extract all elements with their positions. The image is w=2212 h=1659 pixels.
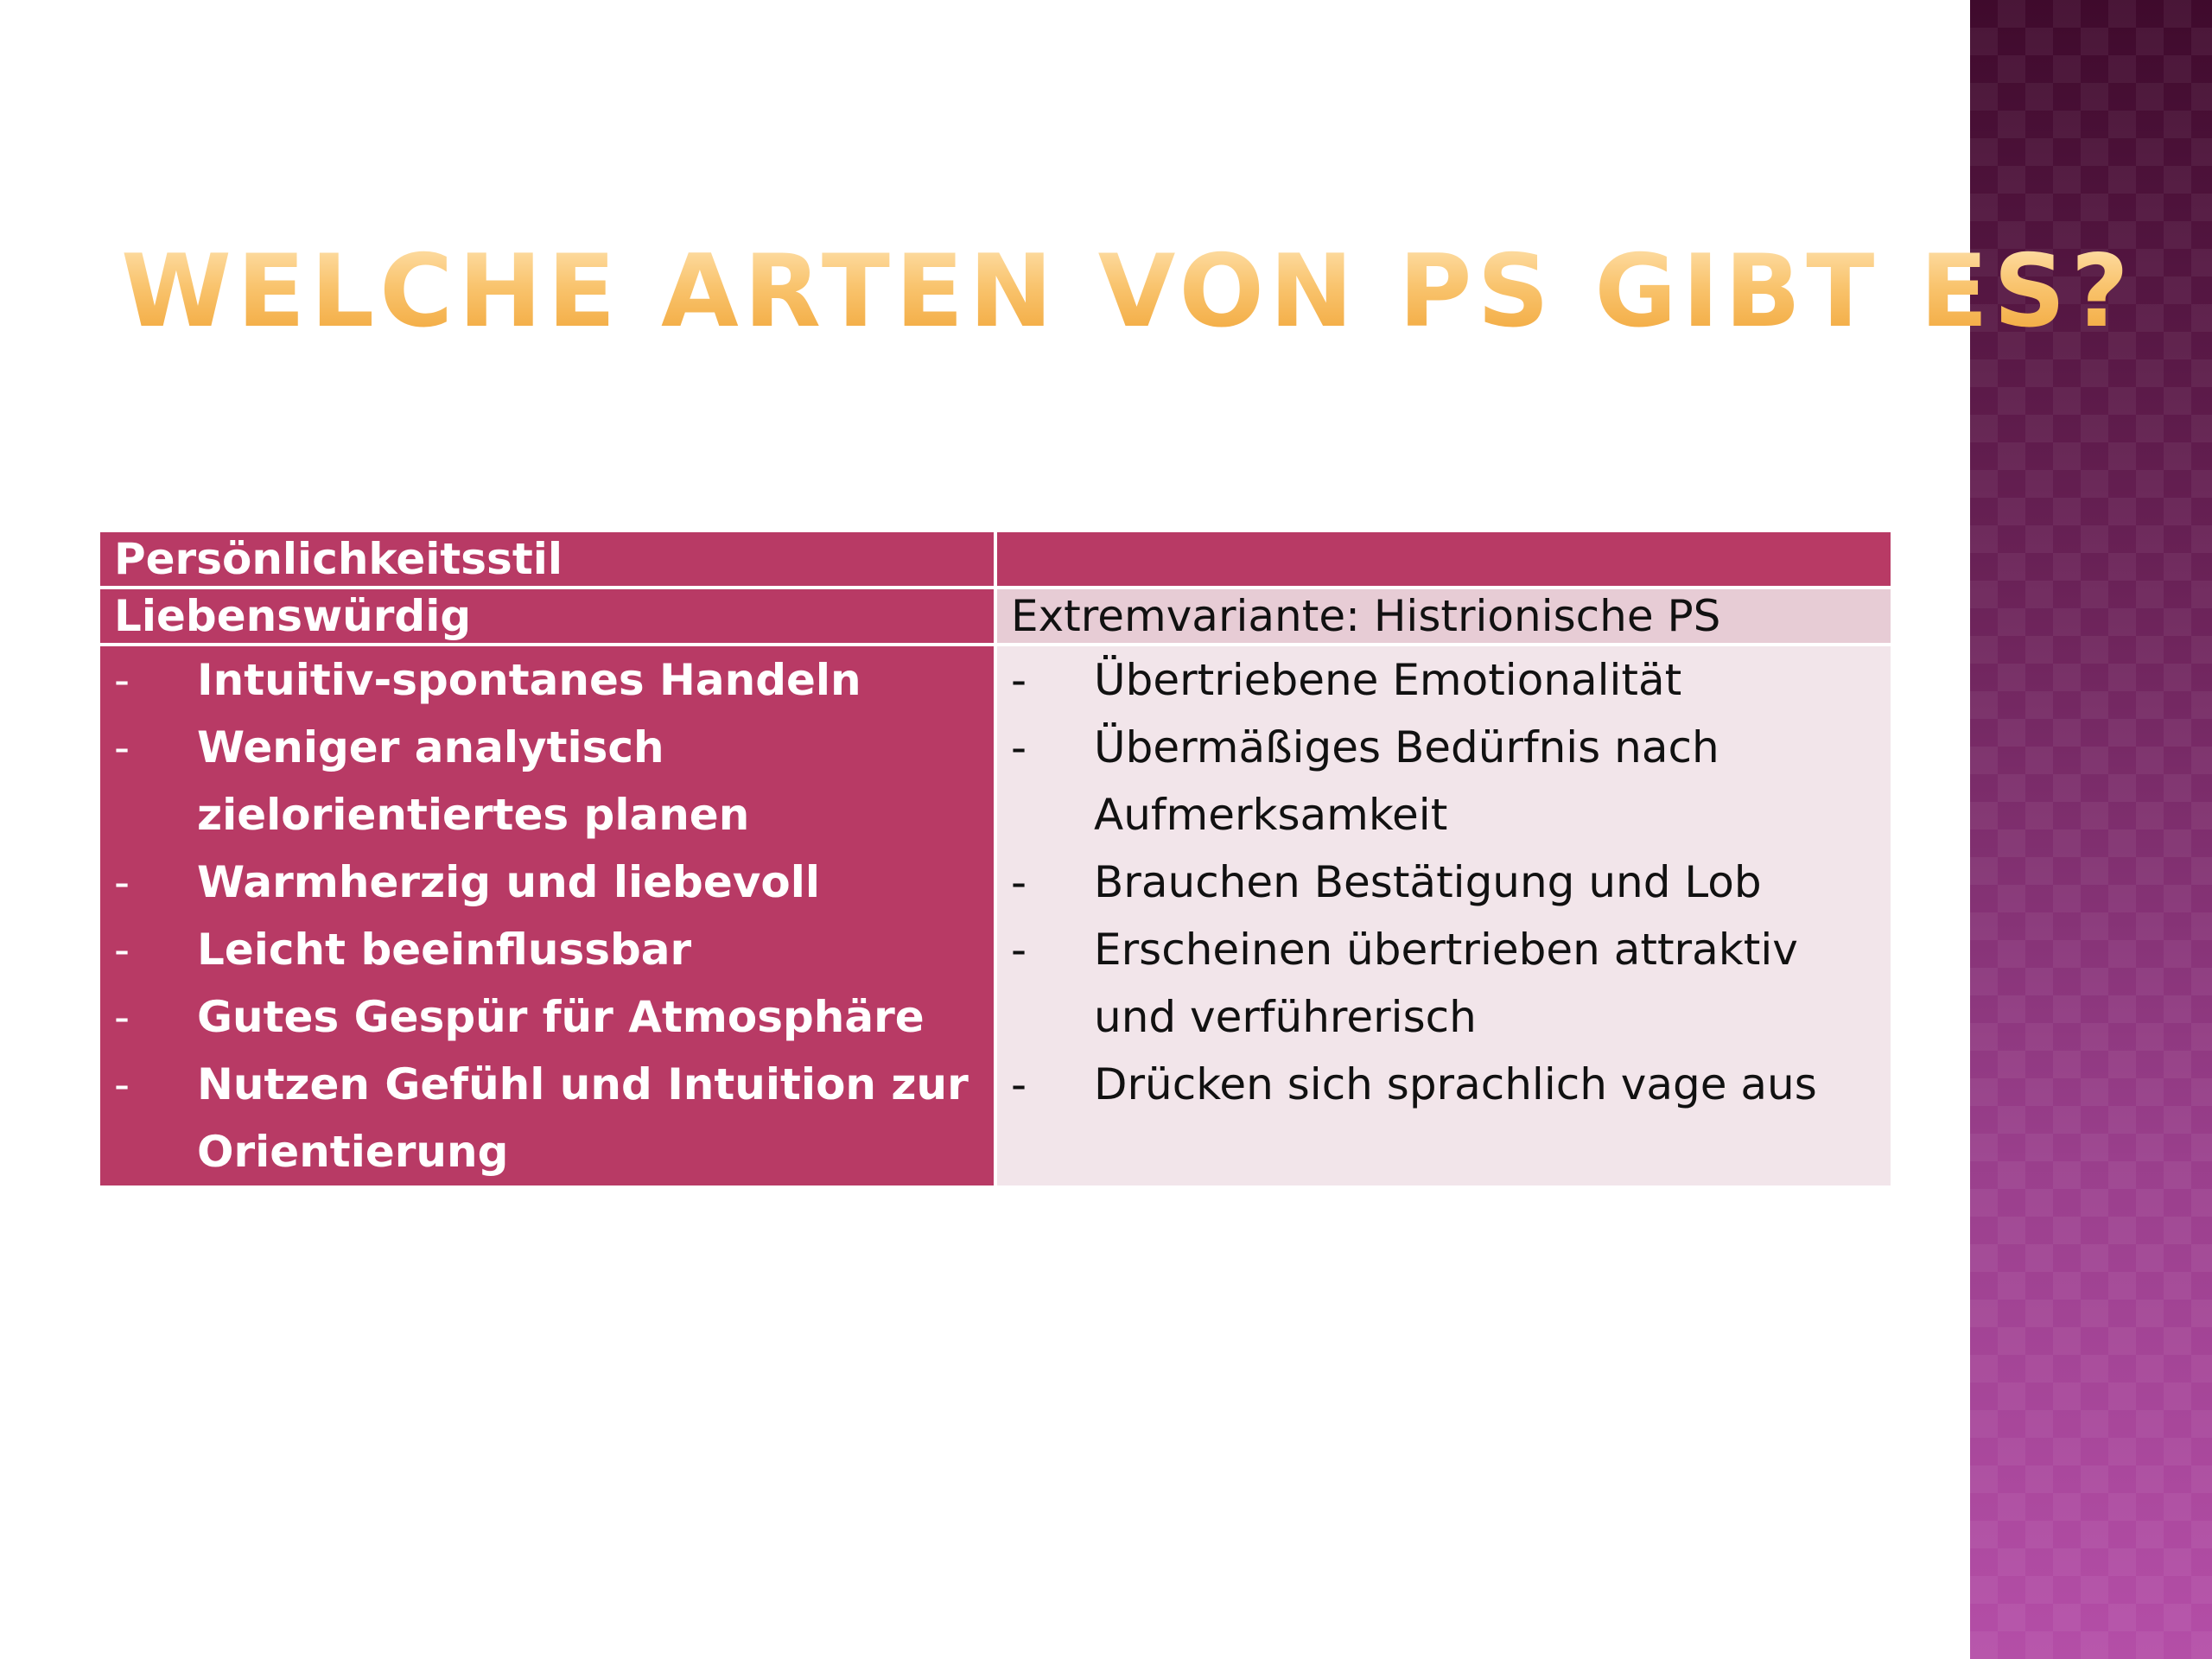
list-item: [1011, 714, 1877, 849]
style-traits-cell: [100, 646, 994, 1185]
list-item-text: Übermäßiges Bedürfnis nach Aufmerksamkeit: [1094, 722, 1719, 840]
bullet-dash: -: [1011, 857, 1027, 907]
list-item-text: Brauchen Bestätigung und Lob: [1094, 857, 1762, 907]
style-traits-list: [114, 646, 980, 1185]
bullet-dash: -: [1011, 655, 1027, 705]
list-item-text: Nutzen Gefühl und Intuition zur Orientierung: [197, 1059, 969, 1177]
extreme-traits-list: [1011, 646, 1877, 1118]
bullet-dash: -: [1011, 1059, 1027, 1109]
subheader-extreme-variant: Extremvariante: Histrionische PS: [997, 589, 1891, 643]
bullet-dash: -: [114, 992, 130, 1042]
bullet-dash: -: [114, 655, 130, 705]
table-body-row: [100, 646, 1891, 1185]
list-item-text: Leicht beeinflussbar: [197, 925, 692, 975]
subheader-style-name: Liebenswürdig: [100, 589, 994, 643]
list-item: [1011, 916, 1877, 1051]
list-item: [114, 983, 980, 1051]
list-item-text: Erscheinen übertrieben attraktiv und verführerisch: [1094, 925, 1798, 1042]
list-item: [114, 1051, 980, 1185]
list-item-text: Warmherzig und liebevoll: [197, 857, 820, 907]
bullet-dash: -: [114, 722, 130, 772]
header-cell-right: [997, 532, 1891, 586]
list-item: [1011, 646, 1877, 714]
table-subheader-row: [100, 589, 1891, 643]
list-item-text: Übertriebene Emotionalität: [1094, 655, 1682, 705]
list-item: [1011, 849, 1877, 916]
bullet-dash: -: [114, 857, 130, 907]
bullet-dash: -: [1011, 722, 1027, 772]
list-item: [114, 916, 980, 983]
table-header-row: [100, 532, 1891, 586]
slide-title: WELCHE ARTEN VON PS GIBT ES?: [121, 232, 2134, 353]
list-item: [114, 849, 980, 916]
list-item-text: Intuitiv-spontanes Handeln: [197, 655, 861, 705]
list-item: [1011, 1051, 1877, 1118]
list-item-text: Gutes Gespür für Atmosphäre: [197, 992, 925, 1042]
bullet-dash: -: [1011, 925, 1027, 975]
personality-style-table: [97, 529, 1894, 1189]
bullet-dash: -: [114, 925, 130, 975]
header-cell-left: Persönlichkeitsstil: [100, 532, 994, 586]
bullet-dash: -: [114, 1059, 130, 1109]
extreme-traits-cell: [997, 646, 1891, 1185]
list-item: [114, 714, 980, 849]
list-item-text: Weniger analytisch zielorientiertes planen: [197, 722, 750, 840]
list-item-text: Drücken sich sprachlich vage aus: [1094, 1059, 1817, 1109]
list-item: [114, 646, 980, 714]
